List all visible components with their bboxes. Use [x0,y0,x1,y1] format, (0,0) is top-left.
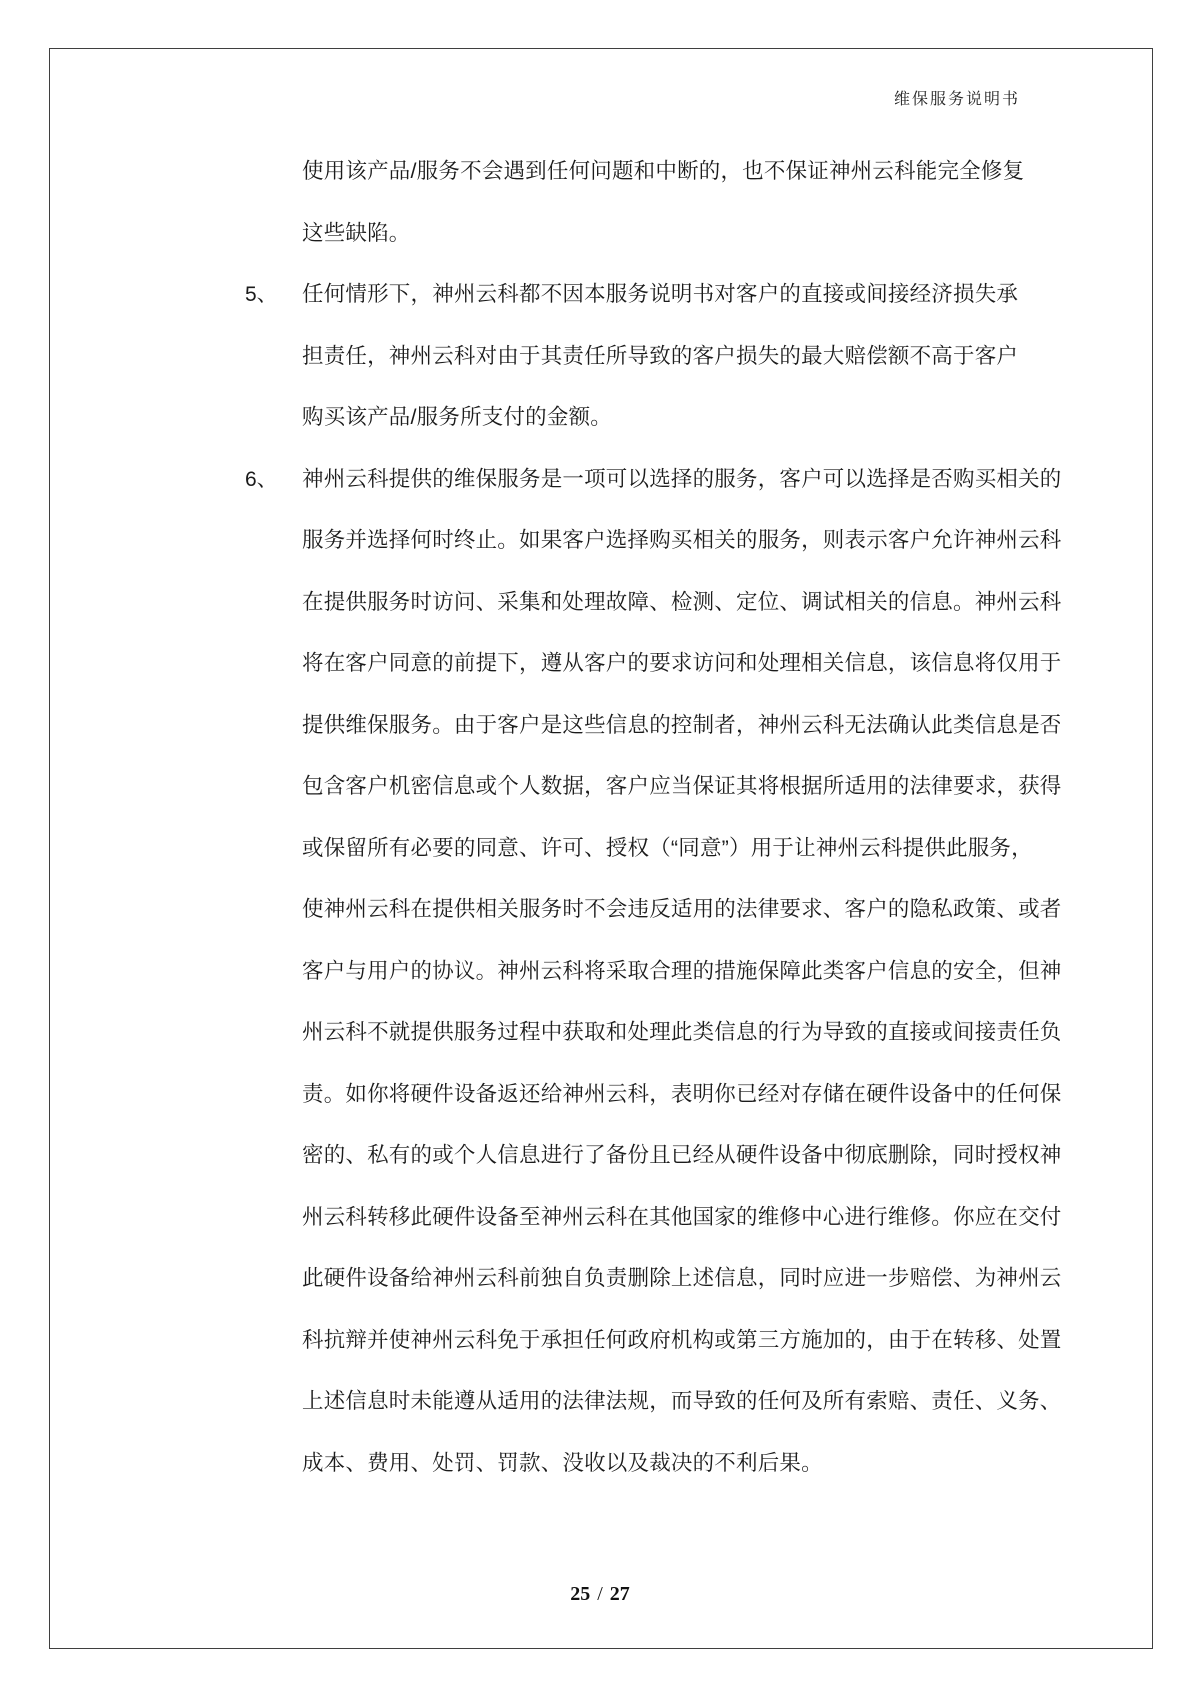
text-line: 或保留所有必要的同意、许可、授权（“同意”）用于让神州云科提供此服务， [302,835,1033,860]
page-footer [0,1583,1200,1606]
text-line: 科抗辩并使神州云科免于承担任何政府机构或第三方施加的，由于在转移、处置 [302,1327,1062,1352]
text-line: 使神州云科在提供相关服务时不会违反适用的法律要求、客户的隐私政策、或者 [302,897,1062,921]
text-line: 使用该产品/服务不会遇到任何问题和中断的，也不保证神州云科能完全修复 [302,159,1025,183]
paragraph-continuation [302,158,1025,281]
list-item-5-number: 5、 [245,283,278,306]
text-line: 担责任，神州云科对由于其责任所导致的客户损失的最大赔偿额不高于客户 [302,343,1019,368]
list-item-6-number: 6、 [245,467,278,491]
text-line: 上述信息时未能遵从适用的法律法规，而导致的任何及所有索赔、责任、义务、 [302,1389,1062,1413]
text-line: 提供维保服务。由于客户是这些信息的控制者，神州云科无法确认此类信息是否 [302,712,1062,737]
text-line: 神州云科提供的维保服务是一项可以选择的服务，客户可以选择是否购买相关的 [302,466,1062,491]
text-line: 州云科转移此硬件设备至神州云科在其他国家的维修中心进行维修。你应在交付 [302,1204,1062,1229]
text-line: 这些缺陷。 [302,220,411,245]
text-line: 将在客户同意的前提下，遵从客户的要求访问和处理相关信息，该信息将仅用于 [302,651,1062,675]
text-line: 在提供服务时访问、采集和处理故障、检测、定位、调试相关的信息。神州云科 [302,589,1062,614]
text-line: 客户与用户的协议。神州云科将采取合理的措施保障此类客户信息的安全，但神 [302,958,1062,983]
document-body [245,158,1062,1511]
list-item-6 [245,466,1062,1512]
total-page-number: 27 [609,1583,630,1605]
text-line: 成本、费用、处罚、罚款、没收以及裁决的不利后果。 [302,1450,823,1475]
list-item-6-text [302,466,1062,1512]
page-number-separator: / [597,1583,603,1605]
text-line: 任何情形下，神州云科都不因本服务说明书对客户的直接或间接经济损失承 [302,282,1019,306]
text-line: 包含客户机密信息或个人数据，客户应当保证其将根据所适用的法律要求，获得 [302,774,1062,798]
current-page-number: 25 [570,1583,591,1605]
text-line: 责。如你将硬件设备返还给神州云科，表明你已经对存储在硬件设备中的任何保 [302,1081,1062,1106]
text-line: 此硬件设备给神州云科前独自负责删除上述信息，同时应进一步赔偿、为神州云 [302,1266,1062,1290]
text-line: 密的、私有的或个人信息进行了备份且已经从硬件设备中彻底删除，同时授权神 [302,1143,1062,1167]
text-line: 州云科不就提供服务过程中获取和处理此类信息的行为导致的直接或间接责任负 [302,1020,1062,1044]
page-header-title: 维保服务说明书 [893,91,1020,108]
text-line: 服务并选择何时终止。如果客户选择购买相关的服务，则表示客户允许神州云科 [302,528,1062,552]
list-item-5-text [302,281,1019,466]
text-line: 购买该产品/服务所支付的金额。 [302,405,612,429]
list-item-5 [245,281,1019,466]
